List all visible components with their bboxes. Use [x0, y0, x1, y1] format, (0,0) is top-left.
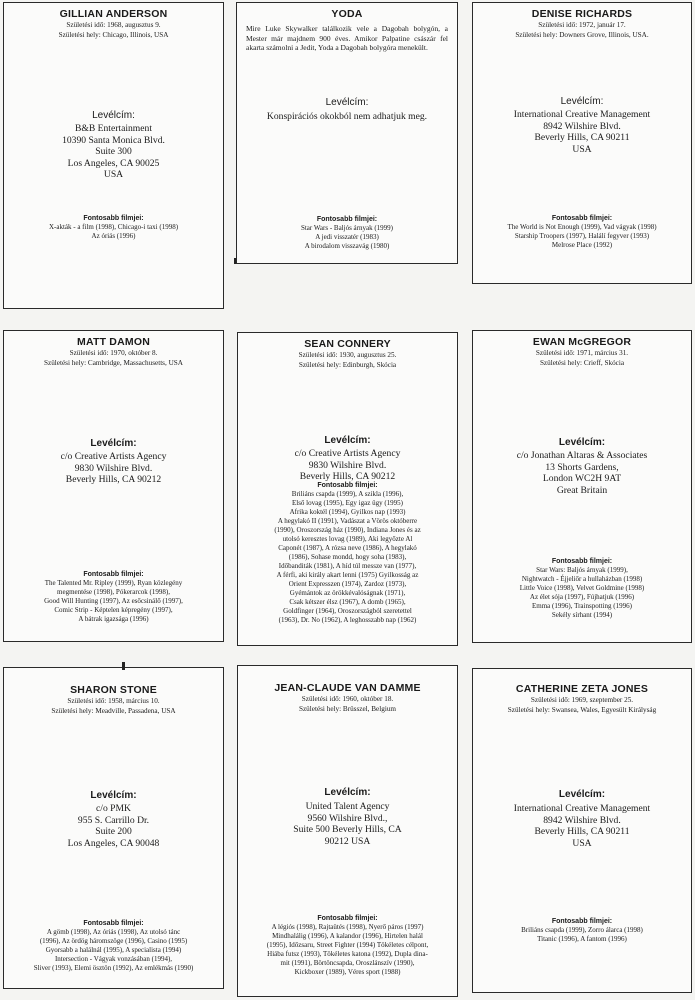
film-line: (1963), Dr. No (1962), A leghosszabb nap (1962) [278, 616, 417, 624]
film-line: Sliver (1993), Elemi ösztön (1992), Az emlékmás (1990) [33, 964, 194, 972]
film-line: Az élet sója (1997), Fújhatjuk (1996) [529, 593, 635, 601]
films-heading: Fontosabb filmjei: [551, 215, 613, 222]
film-line: Briliáns csapda (1999), Zorro álarca (1998) [521, 926, 643, 934]
film-line: Starship Troopers (1997), Halálí fegyver (1993) [514, 232, 650, 240]
actor-name: MATT DAMON [77, 336, 150, 348]
film-line: Melrose Place (1992) [551, 241, 613, 249]
birth-date: Születési idő: 1960, október 18. [301, 695, 394, 703]
mail-line: 9560 Wilshire Blvd., [307, 812, 388, 824]
mail-heading: Levélcím: [558, 789, 606, 800]
birth-place: Születési hely: Chicago, Illinois, USA [58, 31, 169, 39]
mail-line: USA [103, 169, 124, 181]
birth-place: Születési hely: Crieff, Skócia [539, 359, 625, 367]
films-section [477, 917, 687, 944]
film-line: Az óriás (1996) [91, 232, 136, 240]
mail-line: Suite 300 [95, 146, 132, 158]
mail-line: c/o Jonathan Altaras & Associates [516, 450, 648, 461]
film-line: utolsó keresztes lovag (1989), Aki legyőzte Al [282, 535, 413, 543]
card-sharon-stone [3, 667, 224, 989]
mail-line: International Creative Management [513, 109, 651, 120]
mail-line: United Talent Agency [305, 801, 390, 812]
film-line: Sekély sírhant (1994) [551, 611, 613, 619]
mail-address [4, 803, 223, 849]
mail-line: 8942 Wilshire Blvd. [543, 814, 621, 826]
birth-date: Születési idő: 1969, szeptember 25. [530, 696, 634, 704]
film-line: Csak kétszer élsz (1967), A domb (1965), [289, 598, 406, 606]
films-section [477, 557, 687, 620]
mail-heading: Levélcím: [90, 438, 137, 449]
film-line: The World is Not Enough (1999), Vad vágyak (1998) [507, 223, 657, 231]
film-line: (1986), Sohase mondd, hogy soha (1983), [288, 553, 407, 561]
birth-place: Születési hely: Swansea, Wales, Egyesült Királyság [507, 706, 657, 714]
card-denise-richards [472, 2, 692, 284]
film-line: Intersection - Vágyak vonzásában (1994), [54, 955, 173, 963]
film-line: A légiós (1998), Rajtaütés (1998), Nyerő páros (1997) [271, 923, 424, 931]
birth-date: Születési idő: 1968, augusztus 9. [66, 21, 161, 29]
actor-name: SEAN CONNERY [304, 338, 391, 350]
mail-address [473, 803, 691, 849]
films-heading: Fontosabb filmjei: [83, 215, 144, 222]
mail-address [4, 123, 223, 181]
mail-line: Beverly Hills, CA 90212 [299, 471, 396, 483]
mail-heading: Levélcím: [90, 790, 137, 801]
films-heading: Fontosabb filmjei: [83, 571, 144, 578]
mail-address [473, 450, 691, 496]
films-section [8, 919, 219, 973]
mail-address [238, 801, 457, 847]
birth-date: Születési idő: 1930, augusztus 25. [298, 351, 397, 359]
mail-heading: Levélcím: [325, 97, 369, 108]
film-line: A jedi visszatér (1983) [315, 233, 379, 241]
film-line: A férfi, aki király akart lenni (1975) Gyilkosság az [276, 571, 419, 579]
films-section [8, 570, 219, 624]
mail-line: 90212 USA [324, 835, 371, 847]
film-line: (1996), Az ördög háromszöge (1996), Casino (1995) [39, 937, 188, 945]
film-line: Gyorsabb a halálnál (1995), A specialista (1994) [45, 946, 182, 954]
film-line: Mindhalálig (1996), A kalandor (1996), Hirtelen halál [272, 932, 423, 940]
film-line: X-akták - a film (1998), Chicago-i taxi (1998) [48, 223, 179, 231]
birth-place: Születési hely: Brüsszel, Belgium [298, 705, 397, 713]
mail-address [237, 111, 457, 123]
mail-line: Los Angeles, CA 90048 [67, 837, 160, 849]
films-heading: Fontosabb filmjei: [317, 915, 378, 922]
film-line: (1990), Oroszország ház (1990), Indiana Jones és az [274, 526, 421, 534]
birth-date: Születési idő: 1958, március 10. [67, 697, 160, 705]
card-gillian-anderson [3, 2, 224, 309]
actor-name: SHARON STONE [70, 684, 157, 696]
film-line: Hiába futsz (1993), Tökéletes katona (1992), Dupla dina- [267, 950, 428, 958]
birth-place: Születési hely: Cambridge, Massachusetts, USA [44, 359, 183, 367]
actor-name: YODA [331, 8, 363, 20]
mail-line: Los Angeles, CA 90025 [67, 157, 160, 169]
film-line: A hegylakó II (1991), Vadászat a Vörös októberre [277, 517, 418, 525]
mail-line: c/o Creative Artists Agency [294, 448, 401, 459]
mail-line: International Creative Management [513, 803, 651, 814]
mail-line: USA [572, 837, 592, 849]
films-section [242, 481, 453, 625]
films-section [8, 214, 219, 241]
mail-line: Beverly Hills, CA 90211 [534, 826, 630, 838]
film-line: Afrika koktél (1994), Gyilkos nap (1993) [289, 508, 406, 516]
film-line: Good Will Hunting (1997), Az esőcsinálő (1997), [44, 597, 183, 605]
mail-heading: Levélcím: [558, 437, 606, 448]
film-line: Goldfinger (1964), Oroszországból szeretettel [283, 607, 412, 615]
mail-line: c/o PMK [96, 803, 131, 814]
film-line: Comic Strip - Képtelen képregény (1997), [54, 606, 173, 614]
film-line: A bátrak igazsága (1996) [78, 615, 149, 623]
film-line: A gömb (1998), Az óriás (1998), Az utolsó tánc [46, 928, 181, 936]
film-line: Star Wars: Baljós árnyak (1999), [536, 566, 628, 574]
birth-date: Születési idő: 1971, március 31. [535, 349, 629, 357]
mail-line: 9830 Wilshire Blvd. [74, 462, 153, 474]
films-heading: Fontosabb filmjei: [83, 920, 144, 927]
card-yoda [236, 2, 458, 264]
films-heading: Fontosabb filmjei: [551, 558, 613, 565]
mail-heading: Levélcím: [324, 787, 371, 798]
actor-name: EWAN McGREGOR [532, 336, 632, 348]
actor-name: GILLIAN ANDERSON [59, 8, 168, 20]
actor-name: CATHERINE ZETA JONES [515, 683, 649, 695]
mail-line: Beverly Hills, CA 90212 [65, 474, 162, 486]
film-line: megmentése (1998), Pókerarcok (1998), [57, 588, 170, 596]
mail-address [473, 109, 691, 155]
mail-line: c/o Creative Artists Agency [60, 451, 167, 462]
mail-line: 13 Shorts Gardens, [545, 461, 619, 473]
film-line: Caponét (1987), A rózsa neve (1986), A hegylakó [278, 544, 417, 552]
birth-place: Születési hely: Meadville, Passadena, USA [51, 707, 176, 715]
film-line: mit (1991), Börtöncsapda, Oroszlánszív (1990), [280, 959, 415, 967]
mail-heading: Levélcím: [560, 96, 604, 107]
mail-line: 955 S. Carrillo Dr. [77, 814, 150, 826]
mail-line: 8942 Wilshire Blvd. [543, 120, 621, 132]
card-jean-claude-van-damme [237, 665, 458, 997]
mail-line: Suite 200 [95, 826, 132, 838]
birth-date: Születési idő: 1972, január 17. [538, 21, 626, 29]
mail-line: USA [572, 143, 592, 155]
crop-mark [234, 258, 236, 264]
films-section [242, 914, 453, 977]
mail-heading: Levélcím: [324, 435, 371, 446]
films-heading: Fontosabb filmjei: [551, 918, 613, 925]
actor-name: DENISE RICHARDS [531, 8, 633, 20]
films-heading: Fontosabb filmjei: [317, 482, 378, 489]
film-line: Titanic (1996), A fantom (1996) [537, 935, 627, 943]
film-line: The Talented Mr. Ripley (1999), Ryan közlegény [44, 579, 183, 587]
mail-heading: Levélcím: [92, 110, 135, 121]
birth-date: Születési idő: 1970, október 8. [69, 349, 158, 357]
character-bio: Mire Luke Skywalker találkozik vele a Dagobah bolygón, a Mester már majdnem 900 éves. Amikor Palpatine császár fel akarta számolni a Jedit, Yoda a Dagobah bolygóra menekült. [246, 24, 448, 52]
film-line: Little Voice (1998), Velvet Goldmine (1998) [519, 584, 645, 592]
film-line: Időbanditák (1981), A híd túl messze van (1977), [278, 562, 417, 570]
film-line: Kickboxer (1989), Véres sport (1988) [294, 968, 401, 976]
films-section [241, 215, 453, 251]
birth-place: Születési hely: Edinburgh, Skócia [298, 361, 397, 369]
mail-line: 10390 Santa Monica Blvd. [62, 134, 165, 146]
mail-address [238, 448, 457, 483]
mail-line: Konspirációs okokból nem adhatjuk meg. [266, 111, 428, 122]
films-heading: Fontosabb filmjei: [316, 216, 378, 223]
mail-line: B&B Entertainment [74, 123, 152, 134]
birth-place: Születési hely: Downers Grove, Illinois, USA. [515, 31, 649, 39]
mail-address [4, 451, 223, 486]
film-line: Első lovag (1995), Egy igaz ügy (1995) [291, 499, 403, 507]
film-line: A birodalom visszavág (1980) [304, 242, 390, 250]
mail-line: Suite 500 Beverly Hills, CA [293, 824, 402, 836]
mail-line: 9830 Wilshire Blvd. [308, 459, 387, 471]
film-line: Gyémántok az örökkévalóságnak (1971), [289, 589, 406, 597]
card-ewan-mcgregor [472, 330, 692, 643]
mail-line: London WC2H 9AT [542, 473, 622, 485]
card-sean-connery [237, 332, 458, 646]
actor-name: JEAN-CLAUDE VAN DAMME [274, 682, 421, 694]
crop-mark [122, 662, 125, 670]
mail-line: Beverly Hills, CA 90211 [534, 132, 630, 144]
film-line: Star Wars - Baljós árnyak (1999) [300, 224, 394, 232]
mail-line: Great Britain [556, 484, 608, 496]
film-line: Emma (1996), Trainspotting (1996) [532, 602, 632, 610]
card-matt-damon [3, 330, 224, 642]
films-section [477, 214, 687, 250]
film-line: Briliáns csapda (1999), A szikla (1996), [291, 490, 404, 498]
film-line: Orient Expresszen (1974), Zardoz (1973), [288, 580, 407, 588]
card-catherine-zeta-jones [472, 668, 692, 993]
film-line: (1995), Időzsaru, Street Fighter (1994) Tökéletes célpont, [266, 941, 429, 949]
film-line: Nightwatch - Éjjeliőr a hullaházban (1998) [521, 575, 643, 583]
